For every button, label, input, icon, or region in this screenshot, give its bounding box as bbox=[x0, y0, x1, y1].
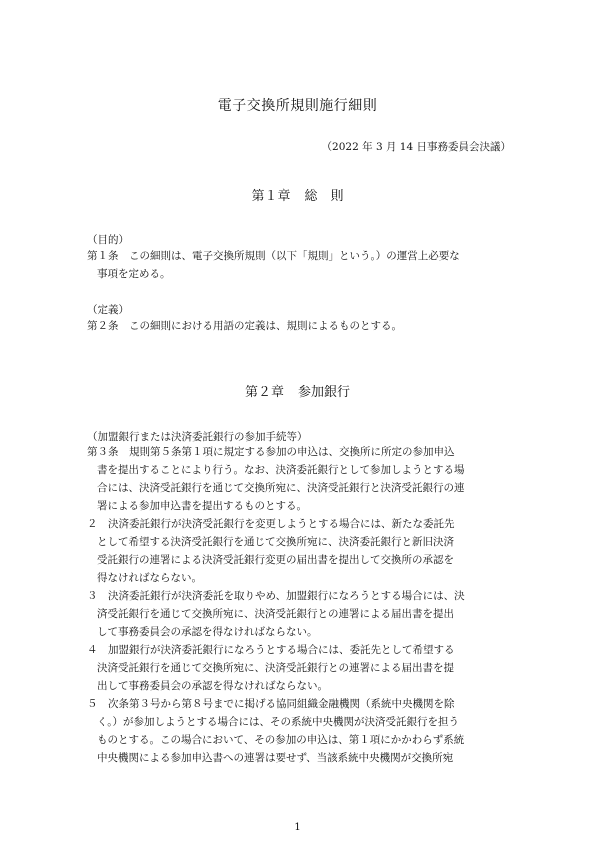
text-line: ４ 加盟銀行が決済委託銀行になろうとする場合には、委託先として希望する bbox=[87, 644, 455, 656]
paragraph-4 bbox=[87, 641, 517, 695]
decision-note: （2022 年 3 月 14 日事務委員会決議） bbox=[321, 141, 511, 153]
chapter-number: 第２章 bbox=[244, 385, 284, 400]
text-line: 書を提出することにより行う。なお、決済委託銀行として参加しようとする場 bbox=[97, 464, 465, 476]
text-line: 得なければならない。 bbox=[97, 572, 202, 584]
document-title: 電子交換所規則施行細則 bbox=[217, 98, 378, 114]
text-line: ５ 次条第３号から第８号までに掲げる協同組織金融機関（系統中央機関を除 bbox=[87, 698, 455, 710]
text-line: として希望する決済受託銀行を通じて交換所宛に、決済委託銀行と新旧決済 bbox=[97, 536, 454, 548]
chapter-1-heading bbox=[0, 185, 595, 204]
article-2 bbox=[87, 317, 517, 335]
paragraph-3 bbox=[87, 587, 517, 641]
chapter-number: 第１章 bbox=[251, 189, 291, 204]
article-1 bbox=[87, 247, 517, 283]
text-line: 決済受託銀行を通じて交換所宛に、決済受託銀行との連署による届出書を提 bbox=[97, 662, 454, 674]
article-caption: （定義） bbox=[87, 304, 129, 316]
text-line: して事務委員会の承認を得なければならない。 bbox=[97, 626, 318, 638]
text-line: ２ 決済委託銀行が決済受託銀行を変更しようとする場合には、新たな委託先 bbox=[87, 518, 455, 530]
chapter-name: 総 則 bbox=[304, 189, 344, 204]
text-line: 出して事務委員会の承認を得なければならない。 bbox=[97, 680, 328, 692]
text-line: ものとする。この場合において、その参加の申込は、第１項にかかわらず系統 bbox=[97, 734, 465, 746]
text-line: 第１条 この細則は、電子交換所規則（以下「規則」という。）の運営上必要な bbox=[87, 250, 460, 262]
paragraph-2 bbox=[87, 515, 517, 587]
text-line: 中央機関による参加申込書への連署は要せず、当該系統中央機関が交換所宛 bbox=[97, 752, 454, 764]
text-line: 第３条 規則第５条第１項に規定する参加の申込は、交換所に所定の参加申込 bbox=[87, 446, 455, 458]
chapter-2-heading bbox=[0, 381, 595, 400]
paragraph-5 bbox=[87, 695, 517, 767]
article-caption: （加盟銀行または決済委託銀行の参加手続等） bbox=[87, 431, 308, 443]
text-line: 事項を定める。 bbox=[97, 268, 171, 280]
text-line: く。）が参加しようとする場合には、その系統中央機関が決済受託銀行を担う bbox=[97, 716, 460, 728]
page-number: 1 bbox=[294, 822, 301, 833]
article-caption: （目的） bbox=[87, 234, 129, 246]
text-line: 署による参加申込書を提出するものとする。 bbox=[97, 500, 307, 512]
text-line: 第２条 この細則における用語の定義は、規則によるものとする。 bbox=[87, 320, 402, 332]
chapter-name: 参加銀行 bbox=[298, 385, 351, 400]
text-line: 受託銀行の連署による決済受託銀行変更の届出書を提出して交換所の承認を bbox=[97, 554, 454, 566]
text-line: 合には、決済受託銀行を通じて交換所宛に、決済受託銀行と決済受託銀行の連 bbox=[97, 482, 465, 494]
text-line: 済受託銀行を通じて交換所宛に、決済受託銀行との連署による届出書を提出 bbox=[97, 608, 454, 620]
article-3 bbox=[87, 443, 517, 515]
text-line: ３ 決済委託銀行が決済委託を取りやめ、加盟銀行になろうとする場合には、決 bbox=[87, 590, 465, 602]
